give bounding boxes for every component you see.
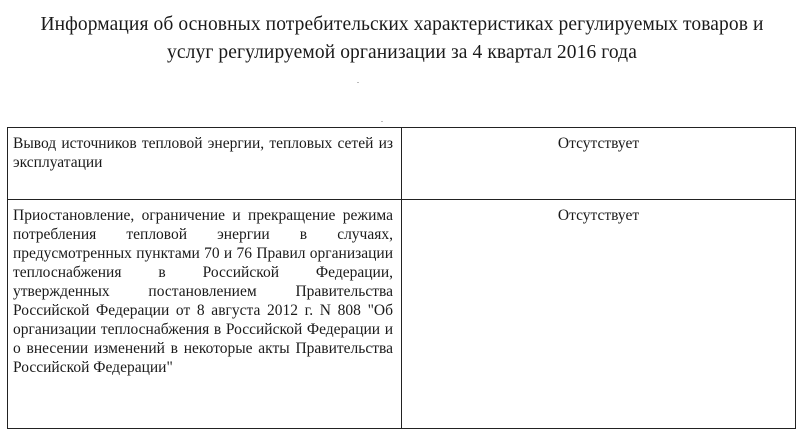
characteristics-table (7, 127, 796, 429)
characteristic-cell: Вывод источников тепловой энергии, тепловых сетей из эксплуатации (8, 128, 402, 200)
table-row (8, 128, 796, 200)
page-title (0, 11, 804, 67)
table-row (8, 200, 796, 429)
scan-speck (357, 82, 359, 83)
title-line-2: услуг регулируемой организации за 4 квартал 2016 года (167, 42, 637, 63)
value-cell: Отсутствует (402, 200, 796, 429)
value-cell: Отсутствует (402, 128, 796, 200)
title-line-1: Информация об основных потребительских характеристиках регулируемых товаров и (40, 14, 764, 35)
scan-speck (381, 121, 383, 122)
characteristic-cell: Приостановление, ограничение и прекращение режима потребления тепловой энергии в случаях, предусмотренных пунктами 70 и 76 Правил организации теплоснабжения в Российской Федерации, утвержденных постановлением Правительства Российской Федерации от 8 августа 2012 г. N 808 "Об организации теплоснабжения в Российской Федерации и о внесении изменений в некоторые акты Правительства Российской Федерации" (8, 200, 402, 429)
